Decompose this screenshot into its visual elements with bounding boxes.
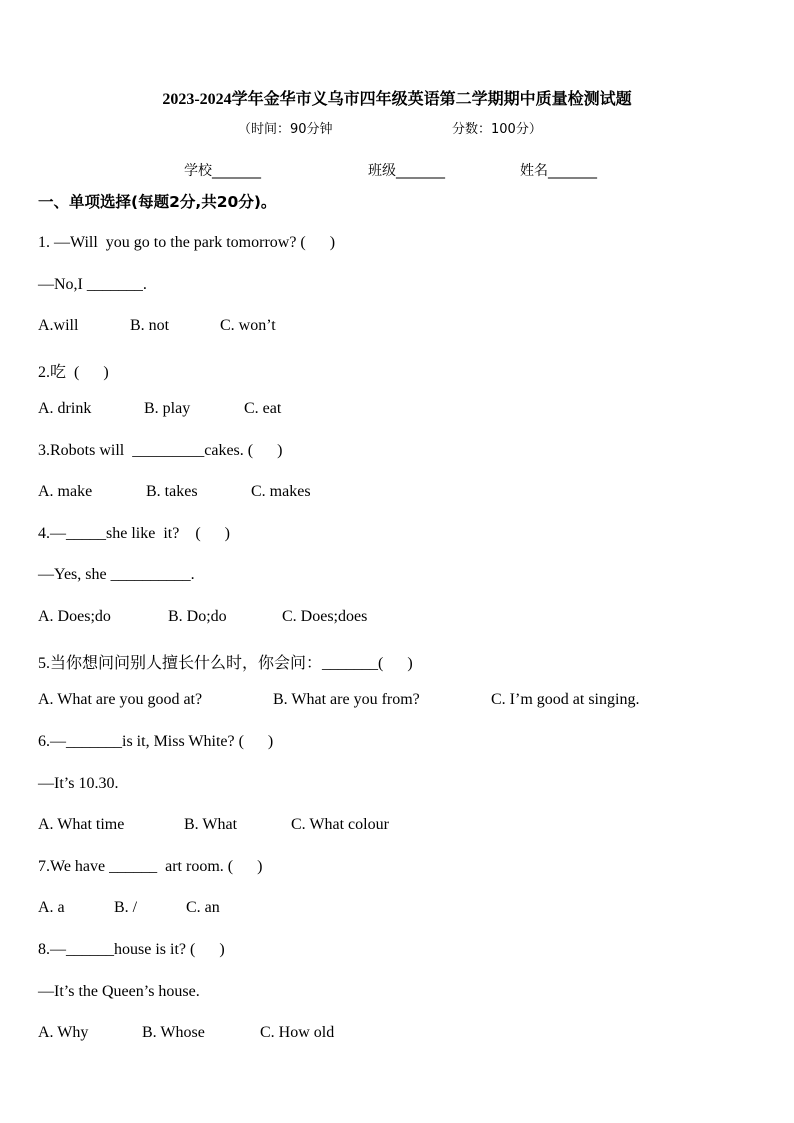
question-8-stem: 8.—______house is it? ( ): [38, 941, 225, 958]
question-6-line2: —It’s 10.30.: [38, 775, 119, 792]
question-1-option-c: C. won’t: [220, 317, 276, 334]
question-1-line2: —No,I _______.: [38, 276, 147, 293]
question-6-option-c: C. What colour: [291, 816, 389, 833]
question-3-option-c: C. makes: [251, 483, 311, 500]
school-field: 学校_______: [184, 163, 261, 179]
question-2-option-a: A. drink: [38, 400, 92, 417]
name-field: 姓名_______: [520, 163, 597, 179]
question-2-option-c: C. eat: [244, 400, 282, 417]
question-6-stem: 6.—_______is it, Miss White? ( ): [38, 733, 274, 750]
question-7-option-a: A. a: [38, 899, 65, 916]
question-2-option-b: B. play: [144, 400, 191, 417]
question-4-option-c: C. Does;does: [282, 608, 368, 625]
question-3-option-a: A. make: [38, 483, 93, 500]
question-6-option-b: B. What: [184, 816, 238, 833]
question-1-option-b: B. not: [130, 317, 170, 334]
question-4-option-a: A. Does;do: [38, 608, 111, 625]
question-6-option-a: A. What time: [38, 816, 125, 833]
question-2-stem: 2.吃 ( ): [38, 364, 109, 381]
question-3-option-b: B. takes: [146, 483, 198, 500]
question-5-option-a: A. What are you good at?: [38, 691, 203, 708]
page-title: 2023-2024学年金华市义乌市四年级英语第二学期期中质量检测试题: [162, 91, 632, 108]
exam-score: 分数：100分）: [452, 122, 542, 137]
question-7-option-b: B. /: [114, 899, 138, 916]
class-field: 班级_______: [368, 163, 445, 179]
question-4-stem: 4.—_____she like it? ( ): [38, 525, 230, 542]
question-5-option-c: C. I’m good at singing.: [491, 691, 640, 708]
question-1-option-a: A.will: [38, 317, 79, 334]
question-1-stem: 1. —Will you go to the park tomorrow? ( ): [38, 234, 336, 251]
question-4-line2: —Yes, she __________.: [38, 566, 195, 583]
question-7-option-c: C. an: [186, 899, 220, 916]
question-8-option-a: A. Why: [38, 1024, 89, 1041]
question-8-option-b: B. Whose: [142, 1024, 205, 1041]
question-7-stem: 7.We have ______ art room. ( ): [38, 858, 263, 875]
question-5-option-b: B. What are you from?: [273, 691, 420, 708]
question-8-line2: —It’s the Queen’s house.: [38, 983, 200, 1000]
question-3-stem: 3.Robots will _________cakes. ( ): [38, 442, 283, 459]
exam-time: （时间：90分钟: [238, 122, 333, 137]
section-heading: 一、单项选择(每题2分,共20分)。: [38, 193, 277, 211]
question-5-stem: 5.当你想问问别人擅长什么时，你会问：_______( ): [38, 655, 413, 672]
question-4-option-b: B. Do;do: [168, 608, 227, 625]
question-8-option-c: C. How old: [260, 1024, 335, 1041]
